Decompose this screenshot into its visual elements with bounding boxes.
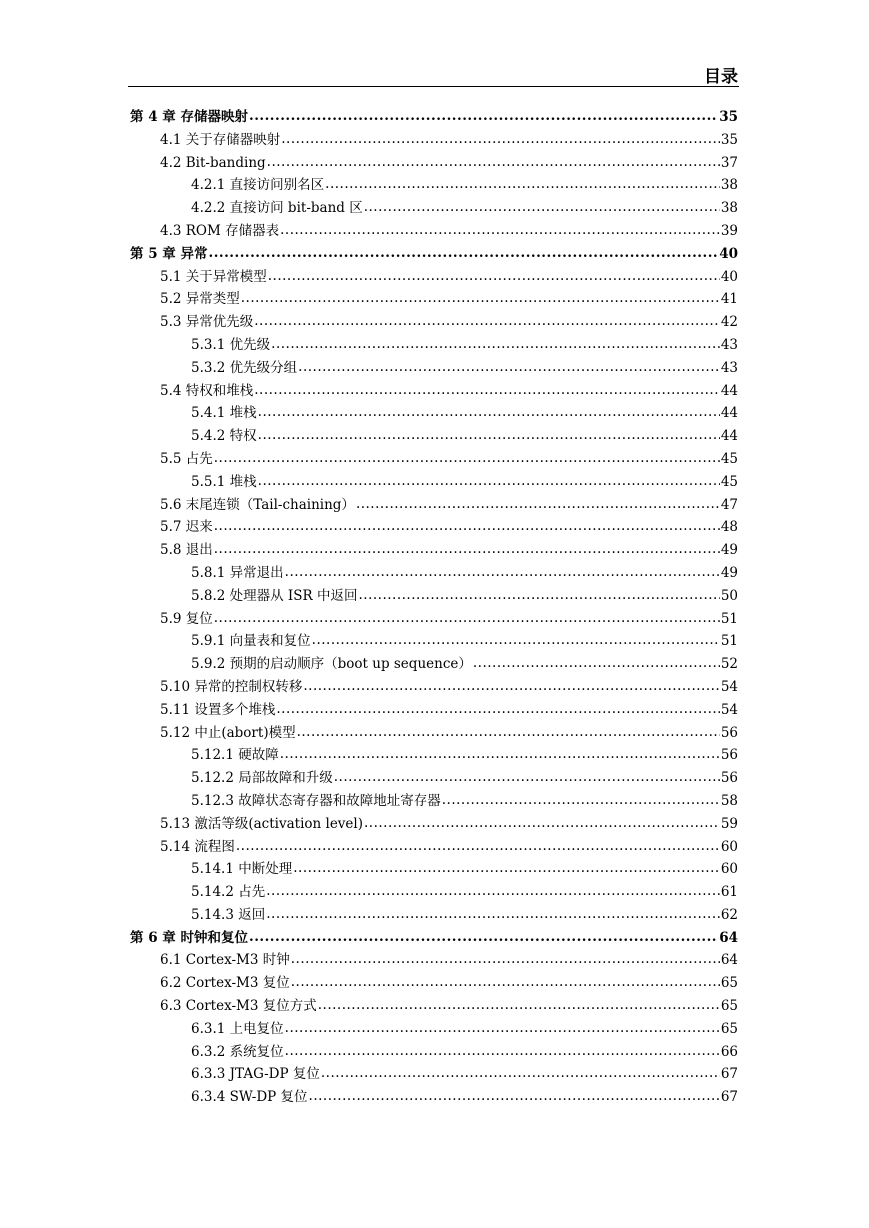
toc-dot-leader xyxy=(291,971,720,994)
toc-page-number: 54 xyxy=(720,701,738,718)
toc-entry-label: 5.4.2 特权 xyxy=(191,428,257,445)
toc-entry-label: 4.2.2 直接访问 bit-band 区 xyxy=(191,200,363,217)
toc-entry-label: 第 6 章 时钟和复位 xyxy=(130,929,248,946)
toc-dot-leader xyxy=(285,1040,720,1063)
toc-dot-leader xyxy=(364,812,720,835)
toc-entry-label: 5.12.2 局部故障和升级 xyxy=(191,770,333,787)
toc-dot-leader xyxy=(356,493,720,516)
toc-dot-leader xyxy=(473,652,720,675)
toc-entry-label: 5.6 末尾连锁（Tail-chaining） xyxy=(160,496,355,513)
toc-entry-label: 5.4.1 堆栈 xyxy=(191,405,257,422)
toc-entry-label: 5.14.1 中断处理 xyxy=(191,861,293,878)
toc-dot-leader xyxy=(258,424,720,447)
toc-dot-leader xyxy=(267,151,720,174)
toc-section-entry[interactable] xyxy=(130,1063,738,1086)
toc-section-entry[interactable] xyxy=(130,813,738,836)
toc-dot-leader xyxy=(297,721,720,744)
toc-section-entry[interactable] xyxy=(130,972,738,995)
toc-page-number: 51 xyxy=(720,633,738,650)
toc-dot-leader xyxy=(266,880,720,903)
toc-page-number: 60 xyxy=(720,838,738,855)
toc-entry-label: 5.9.1 向量表和复位 xyxy=(191,633,311,650)
toc-section-entry[interactable] xyxy=(130,425,738,448)
toc-page-number: 40 xyxy=(719,245,738,262)
toc-entry-label: 6.2 Cortex-M3 复位 xyxy=(160,975,290,992)
toc-page-number: 66 xyxy=(720,1043,738,1060)
toc-dot-leader xyxy=(241,287,720,310)
toc-entry-label: 6.3 Cortex-M3 复位方式 xyxy=(160,998,317,1015)
toc-entry-label: 6.1 Cortex-M3 时钟 xyxy=(160,952,290,969)
toc-page-number: 59 xyxy=(720,815,738,832)
toc-section-entry[interactable] xyxy=(130,858,738,881)
toc-page-number: 49 xyxy=(720,542,738,559)
toc-section-entry[interactable] xyxy=(130,767,738,790)
toc-section-entry[interactable] xyxy=(130,630,738,653)
toc-page-number: 41 xyxy=(720,291,738,308)
toc-page-number: 47 xyxy=(720,496,738,513)
toc-entry-label: 6.3.3 JTAG-DP 复位 xyxy=(191,1066,320,1083)
toc-entry-label: 4.1 关于存储器映射 xyxy=(160,131,281,148)
toc-page-number: 60 xyxy=(720,861,738,878)
toc-section-entry[interactable] xyxy=(130,699,738,722)
toc-chapter-entry[interactable] xyxy=(130,927,738,950)
toc-section-entry[interactable] xyxy=(130,949,738,972)
toc-dot-leader xyxy=(298,356,720,379)
toc-section-entry[interactable] xyxy=(130,129,738,152)
toc-entry-label: 6.3.2 系统复位 xyxy=(191,1043,284,1060)
toc-entry-label: 第 5 章 异常 xyxy=(130,245,208,262)
toc-section-entry[interactable] xyxy=(130,904,738,927)
toc-section-entry[interactable] xyxy=(130,311,738,334)
toc-entry-label: 5.14.2 占先 xyxy=(191,884,266,901)
toc-entry-label: 5.9 复位 xyxy=(160,610,213,627)
toc-section-entry[interactable] xyxy=(130,380,738,403)
toc-page-number: 38 xyxy=(720,177,738,194)
toc-page-number: 35 xyxy=(720,131,738,148)
toc-section-entry[interactable] xyxy=(130,836,738,859)
toc-dot-leader xyxy=(303,675,719,698)
toc-page-number: 50 xyxy=(720,587,738,604)
toc-dot-leader xyxy=(280,743,720,766)
toc-page-number: 62 xyxy=(720,906,738,923)
toc-entry-label: 5.7 迟来 xyxy=(160,519,213,536)
toc-dot-leader xyxy=(214,538,720,561)
toc-section-entry[interactable] xyxy=(130,357,738,380)
toc-section-entry[interactable] xyxy=(130,334,738,357)
toc-dot-leader xyxy=(318,994,720,1017)
toc-page-number: 67 xyxy=(720,1066,738,1083)
toc-section-entry[interactable] xyxy=(130,881,738,904)
page-header-title: 目录 xyxy=(704,67,738,87)
toc-entry-label: 5.8.2 处理器从 ISR 中返回 xyxy=(191,587,358,604)
toc-page-number: 54 xyxy=(720,678,738,695)
toc-page-number: 52 xyxy=(720,656,738,673)
toc-section-entry[interactable] xyxy=(130,790,738,813)
toc-section-entry[interactable] xyxy=(130,1018,738,1041)
toc-dot-leader xyxy=(271,333,720,356)
toc-section-entry[interactable] xyxy=(130,995,738,1018)
toc-page-number: 64 xyxy=(719,929,738,946)
toc-dot-leader xyxy=(291,948,720,971)
toc-dot-leader xyxy=(254,379,720,402)
toc-section-entry[interactable] xyxy=(130,1086,738,1109)
toc-section-entry[interactable] xyxy=(130,653,738,676)
toc-dot-leader xyxy=(281,128,720,151)
toc-entry-label: 5.2 异常类型 xyxy=(160,291,240,308)
toc-entry-label: 5.3.1 优先级 xyxy=(191,336,271,353)
toc-page-number: 56 xyxy=(720,724,738,741)
toc-page-number: 38 xyxy=(720,200,738,217)
toc-entry-label: 5.14.3 返回 xyxy=(191,906,266,923)
toc-section-entry[interactable] xyxy=(130,152,738,175)
toc-section-entry[interactable] xyxy=(130,288,738,311)
toc-dot-leader xyxy=(214,447,720,470)
toc-entry-label: 5.14 流程图 xyxy=(160,838,235,855)
toc-dot-leader xyxy=(249,105,718,128)
toc-page-number: 65 xyxy=(720,975,738,992)
toc-section-entry[interactable] xyxy=(130,744,738,767)
toc-page-number: 44 xyxy=(720,405,738,422)
toc-dot-leader xyxy=(321,1062,720,1085)
toc-section-entry[interactable] xyxy=(130,585,738,608)
toc-page-number: 67 xyxy=(720,1089,738,1106)
header-rule xyxy=(128,86,739,87)
toc-section-entry[interactable] xyxy=(130,471,738,494)
toc-entry-label: 5.8 退出 xyxy=(160,542,213,559)
toc-entry-label: 6.3.1 上电复位 xyxy=(191,1020,284,1037)
toc-section-entry[interactable] xyxy=(130,562,738,585)
toc-page-number: 56 xyxy=(720,770,738,787)
toc-page-number: 40 xyxy=(720,268,738,285)
toc-entry-label: 5.9.2 预期的启动顺序（boot up sequence） xyxy=(191,656,472,673)
toc-section-entry[interactable] xyxy=(130,174,738,197)
toc-section-entry[interactable] xyxy=(130,1041,738,1064)
toc-chapter-entry[interactable] xyxy=(130,243,738,266)
toc-entry-label: 5.10 异常的控制权转移 xyxy=(160,678,303,695)
toc-section-entry[interactable] xyxy=(130,676,738,699)
toc-page-number: 64 xyxy=(720,952,738,969)
toc-dot-leader xyxy=(268,265,720,288)
toc-page-number: 44 xyxy=(720,428,738,445)
toc-dot-leader xyxy=(364,196,720,219)
toc-entry-label: 5.4 特权和堆栈 xyxy=(160,382,254,399)
toc-dot-leader xyxy=(334,766,720,789)
toc-page-number: 44 xyxy=(720,382,738,399)
toc-dot-leader xyxy=(325,173,720,196)
toc-page-number: 42 xyxy=(720,314,738,331)
toc-dot-leader xyxy=(266,903,720,926)
toc-entry-label: 4.3 ROM 存储器表 xyxy=(160,222,280,239)
toc-page-number: 43 xyxy=(720,359,738,376)
toc-page-number: 45 xyxy=(720,473,738,490)
toc-dot-leader xyxy=(312,629,720,652)
toc-entry-label: 5.12.3 故障状态寄存器和故障地址寄存器 xyxy=(191,792,441,809)
toc-dot-leader xyxy=(358,584,719,607)
toc-dot-leader xyxy=(258,401,720,424)
toc-entry-label: 第 4 章 存储器映射 xyxy=(130,109,248,125)
toc-dot-leader xyxy=(236,835,720,858)
toc-section-entry[interactable] xyxy=(130,722,738,745)
toc-entry-label: 4.2 Bit-banding xyxy=(160,154,266,171)
toc-section-entry[interactable] xyxy=(130,220,738,243)
toc-page-number: 58 xyxy=(720,792,738,809)
toc-entry-label: 5.5.1 堆栈 xyxy=(191,473,257,490)
toc-page-number: 39 xyxy=(720,222,738,239)
toc-dot-leader xyxy=(214,607,720,630)
toc-dot-leader xyxy=(214,515,720,538)
toc-dot-leader xyxy=(258,470,720,493)
toc-entry-label: 5.8.1 异常退出 xyxy=(191,564,284,581)
toc-section-entry[interactable] xyxy=(130,197,738,220)
toc-page-number: 43 xyxy=(720,336,738,353)
toc-dot-leader xyxy=(209,242,719,265)
table-of-contents xyxy=(130,106,738,1109)
toc-dot-leader xyxy=(254,310,720,333)
toc-entry-label: 5.5 占先 xyxy=(160,450,213,467)
toc-dot-leader xyxy=(249,926,718,949)
toc-dot-leader xyxy=(442,789,720,812)
toc-page-number: 61 xyxy=(720,884,738,901)
toc-section-entry[interactable] xyxy=(130,494,738,517)
toc-section-entry[interactable] xyxy=(130,402,738,425)
toc-entry-label: 5.13 激活等级(activation level) xyxy=(160,815,364,832)
toc-entry-label: 6.3.4 SW-DP 复位 xyxy=(191,1089,308,1106)
toc-page-number: 48 xyxy=(720,519,738,536)
toc-entry-label: 4.2.1 直接访问别名区 xyxy=(191,177,325,194)
toc-dot-leader xyxy=(276,698,719,721)
toc-page-number: 37 xyxy=(720,154,738,171)
toc-entry-label: 5.1 关于异常模型 xyxy=(160,268,267,285)
toc-dot-leader xyxy=(285,561,720,584)
toc-page-number: 65 xyxy=(720,1020,738,1037)
toc-section-entry[interactable] xyxy=(130,266,738,289)
toc-entry-label: 5.3.2 优先级分组 xyxy=(191,359,298,376)
toc-chapter-entry[interactable] xyxy=(130,106,738,129)
toc-page-number: 56 xyxy=(720,747,738,764)
toc-entry-label: 5.3 异常优先级 xyxy=(160,314,254,331)
toc-page-number: 45 xyxy=(720,450,738,467)
toc-entry-label: 5.12.1 硬故障 xyxy=(191,747,279,764)
toc-section-entry[interactable] xyxy=(130,539,738,562)
toc-entry-label: 5.12 中止(abort)模型 xyxy=(160,724,296,741)
toc-section-entry[interactable] xyxy=(130,448,738,471)
toc-page-number: 65 xyxy=(720,998,738,1015)
toc-page-number: 35 xyxy=(719,109,738,125)
toc-section-entry[interactable] xyxy=(130,608,738,631)
toc-page-number: 49 xyxy=(720,564,738,581)
toc-dot-leader xyxy=(309,1085,720,1108)
toc-dot-leader xyxy=(293,857,720,880)
toc-dot-leader xyxy=(280,219,720,242)
toc-dot-leader xyxy=(285,1017,720,1040)
toc-entry-label: 5.11 设置多个堆栈 xyxy=(160,701,276,718)
toc-section-entry[interactable] xyxy=(130,516,738,539)
toc-page-number: 51 xyxy=(720,610,738,627)
